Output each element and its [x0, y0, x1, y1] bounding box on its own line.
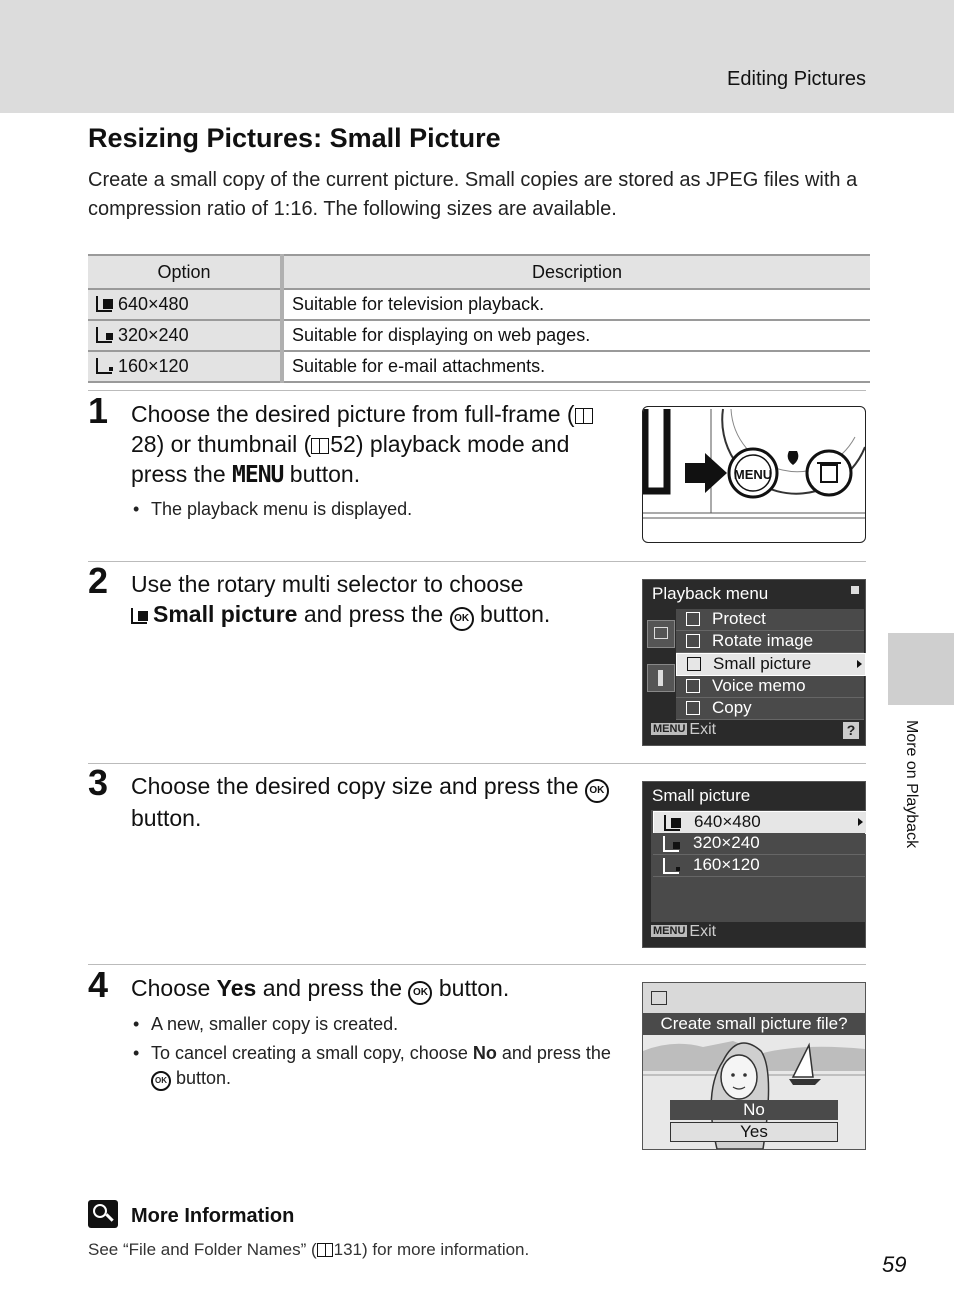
- header-band: [0, 0, 954, 113]
- side-tab: [888, 633, 954, 705]
- screen-footer: MENU Exit: [653, 721, 717, 738]
- menu-item-small-picture[interactable]: Small picture: [676, 653, 866, 676]
- page-number: 59: [882, 1252, 907, 1277]
- copy-icon: [686, 701, 700, 715]
- size-table: [88, 254, 870, 383]
- small-picture-icon: [131, 608, 147, 624]
- option-value: 320×240: [118, 325, 189, 345]
- step-2-text: Use the rotary multi selector to choose Small picture and press the OK button.: [131, 569, 611, 631]
- step-4-text: Choose Yes and press the OK button.: [131, 973, 611, 1005]
- table-row: [88, 351, 870, 382]
- microphone-icon: [686, 679, 700, 693]
- screen-title: Playback menu: [652, 584, 769, 603]
- small-picture-icon: [687, 657, 701, 671]
- option-yes-button[interactable]: Yes: [670, 1122, 838, 1142]
- size-640-icon: [664, 815, 680, 831]
- size-640-icon: [96, 296, 112, 312]
- book-icon: [317, 1243, 333, 1257]
- menu-item-voice-memo[interactable]: Voice memo: [676, 676, 864, 698]
- info-icon: [88, 1200, 118, 1228]
- table-header-description: Description: [282, 255, 870, 289]
- sidebar-label: More on Playback: [903, 720, 920, 849]
- step-1-text: Choose the desired picture from full-frame (28) or thumbnail ( 52) playback mode and press the MENU button.: [131, 399, 611, 490]
- option-value: 640×480: [118, 294, 189, 314]
- chevron-right-icon: [857, 660, 862, 668]
- camera-back-icon: [643, 407, 865, 542]
- step-number: 4: [88, 964, 109, 1005]
- step-number: 1: [88, 390, 109, 431]
- option-description: Suitable for television playback.: [282, 289, 870, 320]
- bullet-item: • The playback menu is displayed.: [131, 497, 611, 522]
- option-description: Suitable for e-mail attachments.: [282, 351, 870, 382]
- step-4-bullets: [131, 1012, 611, 1095]
- ok-button-icon: OK: [585, 779, 609, 803]
- ok-button-icon: OK: [450, 607, 474, 631]
- step-divider: [88, 561, 866, 562]
- protect-icon: [686, 612, 700, 626]
- confirm-prompt: Create small picture file?: [643, 1013, 865, 1035]
- small-picture-icon: [651, 991, 667, 1005]
- step-3-text: Choose the desired copy size and press the OK button.: [131, 771, 611, 833]
- menu-glyph: MENU: [232, 462, 284, 488]
- small-picture-screen: [642, 781, 866, 948]
- table-row: [88, 320, 870, 351]
- size-320-icon: [96, 327, 112, 343]
- screen-footer: MENU Exit: [653, 923, 717, 940]
- menu-item-protect[interactable]: Protect: [676, 609, 864, 631]
- size-option-160[interactable]: 160×120: [653, 855, 865, 877]
- help-icon: ?: [843, 722, 859, 739]
- step-1-bullets: [131, 497, 611, 526]
- more-info-title: More Information: [131, 1205, 295, 1227]
- ok-button-icon: OK: [408, 981, 432, 1005]
- bullet-item: • To cancel creating a small copy, choose No and press the OK button.: [131, 1041, 611, 1091]
- playback-menu-screen: [642, 579, 866, 746]
- size-160-icon: [663, 858, 679, 874]
- size-160-icon: [96, 358, 112, 374]
- playback-tab-icon: [647, 620, 675, 648]
- option-description: Suitable for displaying on web pages.: [282, 320, 870, 351]
- size-320-icon: [663, 836, 679, 852]
- bullet-item: • A new, smaller copy is created.: [131, 1012, 611, 1037]
- step-number: 3: [88, 762, 109, 803]
- menu-item-rotate[interactable]: Rotate image: [676, 631, 864, 653]
- more-info-text: See “File and Folder Names” ( 131) for more information.: [88, 1240, 530, 1259]
- table-header-option: Option: [88, 255, 282, 289]
- step-divider: [88, 964, 866, 965]
- section-name: Editing Pictures: [727, 68, 866, 90]
- table-row: [88, 289, 870, 320]
- size-option-640[interactable]: 640×480: [653, 811, 867, 834]
- option-no-button[interactable]: No: [670, 1100, 838, 1120]
- ok-button-icon: OK: [151, 1071, 171, 1091]
- rotate-icon: [686, 634, 700, 648]
- size-option-320[interactable]: 320×240: [653, 833, 865, 855]
- intro-text: Create a small copy of the current picture. Small copies are stored as JPEG files with a compression ratio of 1:16. The following sizes are available.: [88, 169, 858, 220]
- chevron-right-icon: [858, 818, 863, 826]
- step-number: 2: [88, 560, 109, 601]
- screen-title: Small picture: [652, 786, 751, 805]
- page-title: Resizing Pictures: Small Picture: [88, 123, 501, 153]
- svg-text:MENU: MENU: [733, 467, 773, 482]
- setup-tab-icon: [647, 664, 675, 692]
- menu-item-copy[interactable]: Copy: [676, 698, 864, 720]
- confirm-screen: [642, 982, 866, 1150]
- book-icon: [311, 438, 329, 454]
- camera-illustration: [642, 406, 866, 543]
- option-value: 160×120: [118, 356, 189, 376]
- scroll-icon: [851, 586, 859, 594]
- step-divider: [88, 763, 866, 764]
- step-divider: [88, 390, 866, 391]
- book-icon: [575, 408, 593, 424]
